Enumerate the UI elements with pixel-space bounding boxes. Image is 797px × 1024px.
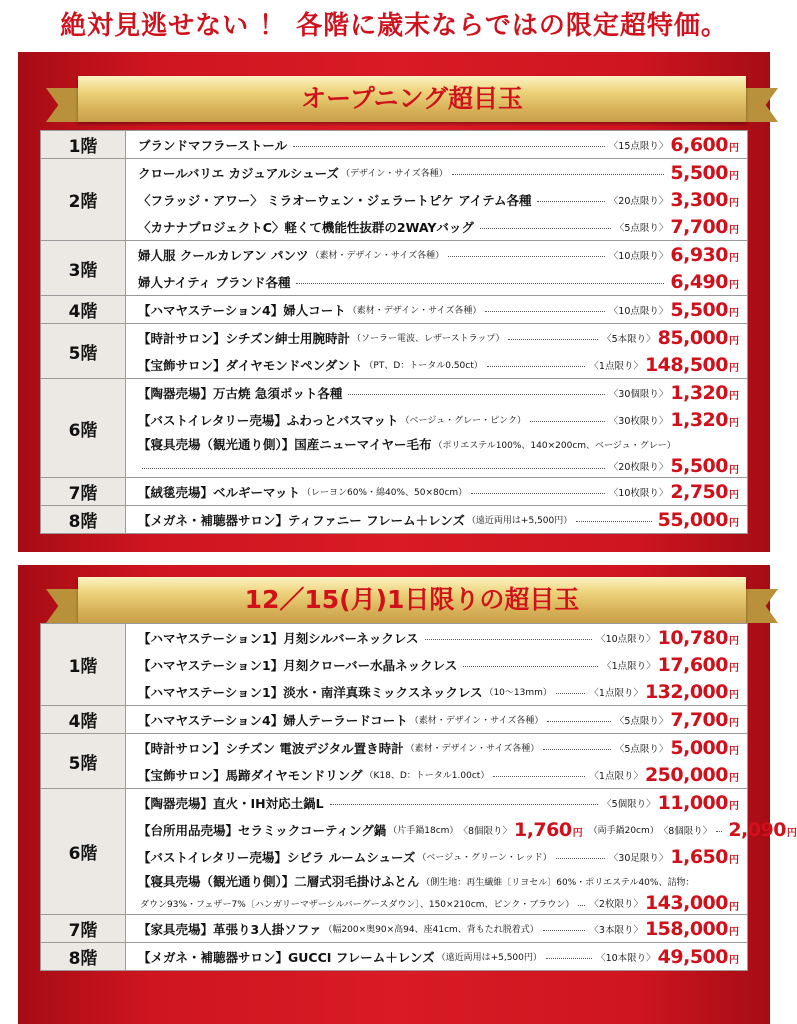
item-limit: 〈20点限り〉 <box>608 195 669 207</box>
item-row <box>138 843 739 870</box>
item-note: （PT、D：トータル0.50ct） <box>364 361 483 371</box>
floor-items <box>126 789 797 915</box>
item-limit: 〈10本限り〉 <box>596 952 656 964</box>
leader-dots <box>471 493 605 494</box>
item-note: （片手鍋18cm） <box>388 826 459 836</box>
leader-dots <box>508 339 598 340</box>
item-row <box>138 296 739 323</box>
item-name: 【時計サロン】シチズン紳士用腕時計 <box>138 330 351 346</box>
item-row <box>138 159 739 186</box>
item-limit: 〈30足限り〉 <box>608 852 669 864</box>
leader-dots <box>487 366 586 367</box>
section-ribbon <box>64 76 760 128</box>
item-price: 1,320 <box>670 408 728 431</box>
item-price: 143,000 <box>644 892 728 914</box>
yen-unit: 円 <box>729 855 739 866</box>
item-note: ダウン93%・フェザー7%〔ハンガリーマザーシルバーグースダウン〕、150×210cm、ピンク・ブラウン） <box>140 899 575 910</box>
item-name: 【メガネ・補聴器サロン】GUCCI フレーム＋レンズ <box>138 949 435 965</box>
floor-label: 5階 <box>41 734 126 789</box>
item-row <box>138 943 739 970</box>
yen-unit: 円 <box>729 336 739 347</box>
leader-dots <box>293 146 605 147</box>
item-limit: 〈3本限り〉 <box>589 924 643 936</box>
item-note: （素材・デザイン・サイズ各種） <box>409 716 544 726</box>
floor-items <box>126 241 748 296</box>
yen-unit: 円 <box>729 171 739 182</box>
floor-row <box>41 478 748 506</box>
leader-dots <box>463 666 598 667</box>
item-row <box>138 268 739 295</box>
item-price: 2,750 <box>670 480 728 503</box>
floor-label: 8階 <box>41 506 126 534</box>
item-name: 【ハマヤステーション1】月刻シルバーネックレス <box>138 630 419 646</box>
item-row <box>138 213 739 240</box>
item-price: 5,500 <box>670 161 728 184</box>
item-row <box>138 131 739 158</box>
item-limit: 〈5点限り〉 <box>614 743 669 755</box>
floor-items <box>126 624 748 706</box>
item-name: 【陶器売場】直火・IH対応土鍋L <box>138 795 324 811</box>
item-limit: 〈30個限り〉 <box>608 388 669 400</box>
one-day-section <box>18 565 797 1024</box>
item-price: 55,000 <box>657 508 728 531</box>
yen-unit: 円 <box>729 253 739 264</box>
leader-dots <box>485 311 604 312</box>
item-price: 132,000 <box>644 680 728 703</box>
floor-items <box>126 159 748 241</box>
floor-row <box>41 789 748 915</box>
floor-label: 6階 <box>41 379 126 478</box>
item-limit: 〈20枚限り〉 <box>608 462 669 473</box>
yen-unit: 円 <box>572 828 583 839</box>
item-name: クロールバリエ カジュアルシューズ <box>138 165 340 181</box>
floor-row <box>41 915 748 943</box>
item-limit: 〈10枚限り〉 <box>608 487 669 499</box>
floor-row <box>41 706 748 734</box>
leader-dots <box>576 521 651 522</box>
item-name: 【宝飾サロン】ダイヤモンドペンダント <box>138 357 363 373</box>
item-note: （遠近両用は+5,500円） <box>436 953 542 963</box>
item-name: 【ハマヤステーション1】月刻クローバー水晶ネックレス <box>138 657 458 673</box>
floor-items <box>126 478 748 506</box>
yen-unit: 円 <box>729 143 739 154</box>
item-price: 148,500 <box>644 353 728 376</box>
leader-dots <box>348 394 604 395</box>
leader-dots <box>556 858 605 859</box>
leader-dots <box>543 749 611 750</box>
item-price: 5,500 <box>670 455 728 477</box>
item-name: 【バストイレタリー売場】ふわっとバスマット <box>138 412 399 428</box>
sale-table <box>40 130 748 534</box>
leader-dots <box>296 283 664 284</box>
floor-items <box>126 706 748 734</box>
item-price: 11,000 <box>657 791 728 814</box>
opening-section <box>18 52 770 552</box>
yen-unit: 円 <box>729 391 739 402</box>
item-note: （K18、D：トータル1.00ct） <box>364 771 490 781</box>
floor-label: 8階 <box>41 943 126 971</box>
item-row <box>138 870 739 892</box>
item-row <box>138 455 739 477</box>
item-name: 【ハマヤステーション4】婦人テーラードコート <box>138 712 408 728</box>
floor-row <box>41 296 748 324</box>
item-row <box>138 651 739 678</box>
floor-items <box>126 296 748 324</box>
page-headline: 絶対見逃せない ！ 各階に歳末ならではの限定超特価。 <box>60 11 728 41</box>
floor-items <box>126 506 748 534</box>
item-name: 【絨毯売場】ベルギーマット <box>138 484 301 500</box>
yen-unit: 円 <box>729 308 739 319</box>
item-price: 1,320 <box>670 381 728 404</box>
yen-unit: 円 <box>729 927 739 938</box>
item-price: 49,500 <box>657 945 728 968</box>
floor-label: 3階 <box>41 241 126 296</box>
item-limit: 〈8個限り〉 <box>458 825 512 837</box>
yen-unit: 円 <box>729 490 739 501</box>
item-limit: 〈15点限り〉 <box>608 140 669 152</box>
yen-unit: 円 <box>729 418 739 429</box>
floor-label: 1階 <box>41 131 126 159</box>
item-limit: 〈10点限り〉 <box>608 250 669 262</box>
item-limit: 〈5個限り〉 <box>602 798 656 810</box>
item-row <box>138 186 739 213</box>
yen-unit: 円 <box>729 198 739 209</box>
item-name: 【バストイレタリー売場】シビラ ルームシューズ <box>138 849 416 865</box>
item-name: 【台所用品売場】セラミックコーティング鍋 <box>138 822 387 838</box>
item-limit: 〈5点限り〉 <box>614 715 669 727</box>
item-row <box>138 734 739 761</box>
item-name: 【陶器売場】万古焼 急須ポット各種 <box>138 385 343 401</box>
yen-unit: 円 <box>729 518 739 529</box>
leader-dots <box>142 468 605 469</box>
item-row <box>138 433 739 455</box>
yen-unit: 円 <box>729 773 739 784</box>
item-name: ブランドマフラーストール <box>138 137 288 153</box>
floor-row <box>41 624 748 706</box>
item-note: （素材・デザイン・サイズ各種） <box>347 306 482 316</box>
leader-dots <box>716 831 722 832</box>
yen-unit: 円 <box>729 955 739 966</box>
item-name: 〈フラッジ・アワー〉 ミラオーウェン・ジェラートピケ アイテム各種 <box>138 192 532 208</box>
item-name: 【家具売場】革張り3人掛ソファ <box>138 921 322 937</box>
floor-label: 4階 <box>41 706 126 734</box>
leader-dots <box>480 228 611 229</box>
item-name: 【ハマヤステーション1】淡水・南洋真珠ミックスネックレス <box>138 684 483 700</box>
item-price: 2,090 <box>728 818 786 841</box>
item-row <box>138 678 739 705</box>
item-limit: 〈30枚限り〉 <box>608 415 669 427</box>
item-name: 婦人ナイティ ブランド各種 <box>138 274 291 290</box>
floor-label: 1階 <box>41 624 126 706</box>
yen-unit: 円 <box>729 636 739 647</box>
item-note: （両手鍋20cm） <box>588 826 659 836</box>
item-limit: 〈5本限り〉 <box>602 333 656 345</box>
item-name: 【宝飾サロン】馬蹄ダイヤモンドリング <box>138 767 363 783</box>
item-name: 【ハマヤステーション4】婦人コート <box>138 302 346 318</box>
item-limit: 〈1点限り〉 <box>589 687 643 699</box>
floor-items <box>126 379 748 478</box>
yen-unit: 円 <box>729 746 739 757</box>
leader-dots <box>543 930 586 931</box>
item-note: （ソーラー電波、レザーストラップ） <box>352 334 505 344</box>
floor-row <box>41 241 748 296</box>
item-limit: 〈10点限り〉 <box>596 633 656 645</box>
floor-label: 4階 <box>41 296 126 324</box>
yen-unit: 円 <box>729 690 739 701</box>
leader-dots <box>546 958 592 959</box>
yen-unit: 円 <box>729 363 739 374</box>
item-limit: 〈1点限り〉 <box>589 770 643 782</box>
floor-row <box>41 324 748 379</box>
item-price: 5,500 <box>670 298 728 321</box>
floor-items <box>126 734 748 789</box>
item-limit: 〈1点限り〉 <box>602 660 656 672</box>
item-note: （レーヨン60%・綿40%、50×80cm） <box>302 488 468 498</box>
item-note: （素材・デザイン・サイズ各種） <box>405 744 540 754</box>
yen-unit: 円 <box>729 718 739 729</box>
item-row <box>138 406 739 433</box>
yen-unit: 円 <box>729 464 739 476</box>
floor-items <box>126 324 748 379</box>
item-price: 6,930 <box>670 243 728 266</box>
item-price: 3,300 <box>670 188 728 211</box>
item-limit: 〈1点限り〉 <box>589 360 643 372</box>
section-title: 12／15(月)1日限りの超目玉 <box>244 585 580 614</box>
leader-dots <box>452 174 665 175</box>
leader-dots <box>547 721 610 722</box>
item-price: 250,000 <box>644 763 728 786</box>
item-row <box>138 624 739 651</box>
item-note: （デザイン・サイズ各種） <box>341 169 448 179</box>
item-name: 〈カナナプロジェクトC〉軽くて機能性抜群の2WAYバッグ <box>138 219 474 235</box>
item-row <box>138 379 739 406</box>
item-row <box>138 892 739 914</box>
leader-dots <box>537 201 604 202</box>
leader-dots <box>448 256 605 257</box>
floor-items <box>126 915 748 943</box>
item-note: （ベージュ・グリーン・レッド） <box>417 853 552 863</box>
item-name: 【時計サロン】シチズン 電波デジタル置き時計 <box>138 740 404 756</box>
item-row <box>138 761 739 788</box>
leader-dots <box>425 639 593 640</box>
item-note: （側生地：再生繊維〔リヨセル〕60%・ポリエステル40%、詰物： <box>421 877 695 888</box>
item-row-dual <box>138 816 797 843</box>
floor-items <box>126 131 748 159</box>
leader-dots <box>530 421 605 422</box>
floor-items <box>126 943 748 971</box>
item-price: 6,600 <box>670 133 728 156</box>
item-row <box>138 915 739 942</box>
floor-row <box>41 506 748 534</box>
floor-row <box>41 943 748 971</box>
floor-label: 7階 <box>41 478 126 506</box>
yen-unit: 円 <box>729 225 739 236</box>
section-ribbon <box>64 577 760 629</box>
leader-dots <box>578 905 585 906</box>
item-note: （幅200×奥90×高94、座41cm、背もたれ脱着式） <box>323 925 539 935</box>
sale-table <box>40 623 797 971</box>
item-row <box>138 351 739 378</box>
item-row <box>138 478 739 505</box>
item-note: （遠近両用は+5,500円） <box>466 516 573 526</box>
item-limit: 〈8個限り〉 <box>658 825 713 837</box>
leader-dots <box>493 776 585 777</box>
floor-label: 6階 <box>41 789 126 915</box>
floor-row <box>41 379 748 478</box>
item-name: 【寝具売場（観光通り側）】国産ニューマイヤー毛布 <box>138 437 432 452</box>
item-note: （素材・デザイン・サイズ各種） <box>310 251 445 261</box>
yen-unit: 円 <box>729 901 739 913</box>
item-row <box>138 706 739 733</box>
yen-unit: 円 <box>729 801 739 812</box>
item-note: （ベージュ・グレー・ピンク） <box>400 416 526 426</box>
item-limit: 〈10点限り〉 <box>608 305 669 317</box>
floor-label: 5階 <box>41 324 126 379</box>
item-note: （ポリエステル100%、140×200cm、ベージュ・グレー） <box>433 440 676 451</box>
leader-dots <box>556 693 586 694</box>
floor-row <box>41 131 748 159</box>
yen-unit: 円 <box>786 828 797 839</box>
item-price: 158,000 <box>644 917 728 940</box>
floor-label: 2階 <box>41 159 126 241</box>
item-limit: 〈2枚限り〉 <box>589 899 643 910</box>
item-price: 7,700 <box>670 215 728 238</box>
leader-dots <box>330 804 599 805</box>
item-price: 7,700 <box>670 708 728 731</box>
item-row <box>138 241 739 268</box>
item-row <box>138 789 739 816</box>
item-price: 1,650 <box>670 845 728 868</box>
section-title: オープニング超目玉 <box>300 84 523 113</box>
item-price: 17,600 <box>657 653 728 676</box>
item-price: 10,780 <box>657 626 728 649</box>
item-row <box>138 324 739 351</box>
yen-unit: 円 <box>729 663 739 674</box>
item-name: 【メガネ・補聴器サロン】ティファニー フレーム＋レンズ <box>138 512 465 528</box>
item-note: （10〜13mm） <box>484 688 552 698</box>
item-price: 85,000 <box>657 326 728 349</box>
floor-label: 7階 <box>41 915 126 943</box>
item-row <box>138 506 739 533</box>
yen-unit: 円 <box>729 280 739 291</box>
item-name: 婦人服 クールカレアン パンツ <box>138 247 309 263</box>
item-price: 6,490 <box>670 270 728 293</box>
item-limit: 〈5点限り〉 <box>614 222 669 234</box>
item-name: 【寝具売場（観光通り側）】二層式羽毛掛けふとん <box>138 874 420 889</box>
item-price: 5,000 <box>670 736 728 759</box>
item-price: 1,760 <box>513 818 572 841</box>
floor-row <box>41 159 748 241</box>
floor-row <box>41 734 748 789</box>
